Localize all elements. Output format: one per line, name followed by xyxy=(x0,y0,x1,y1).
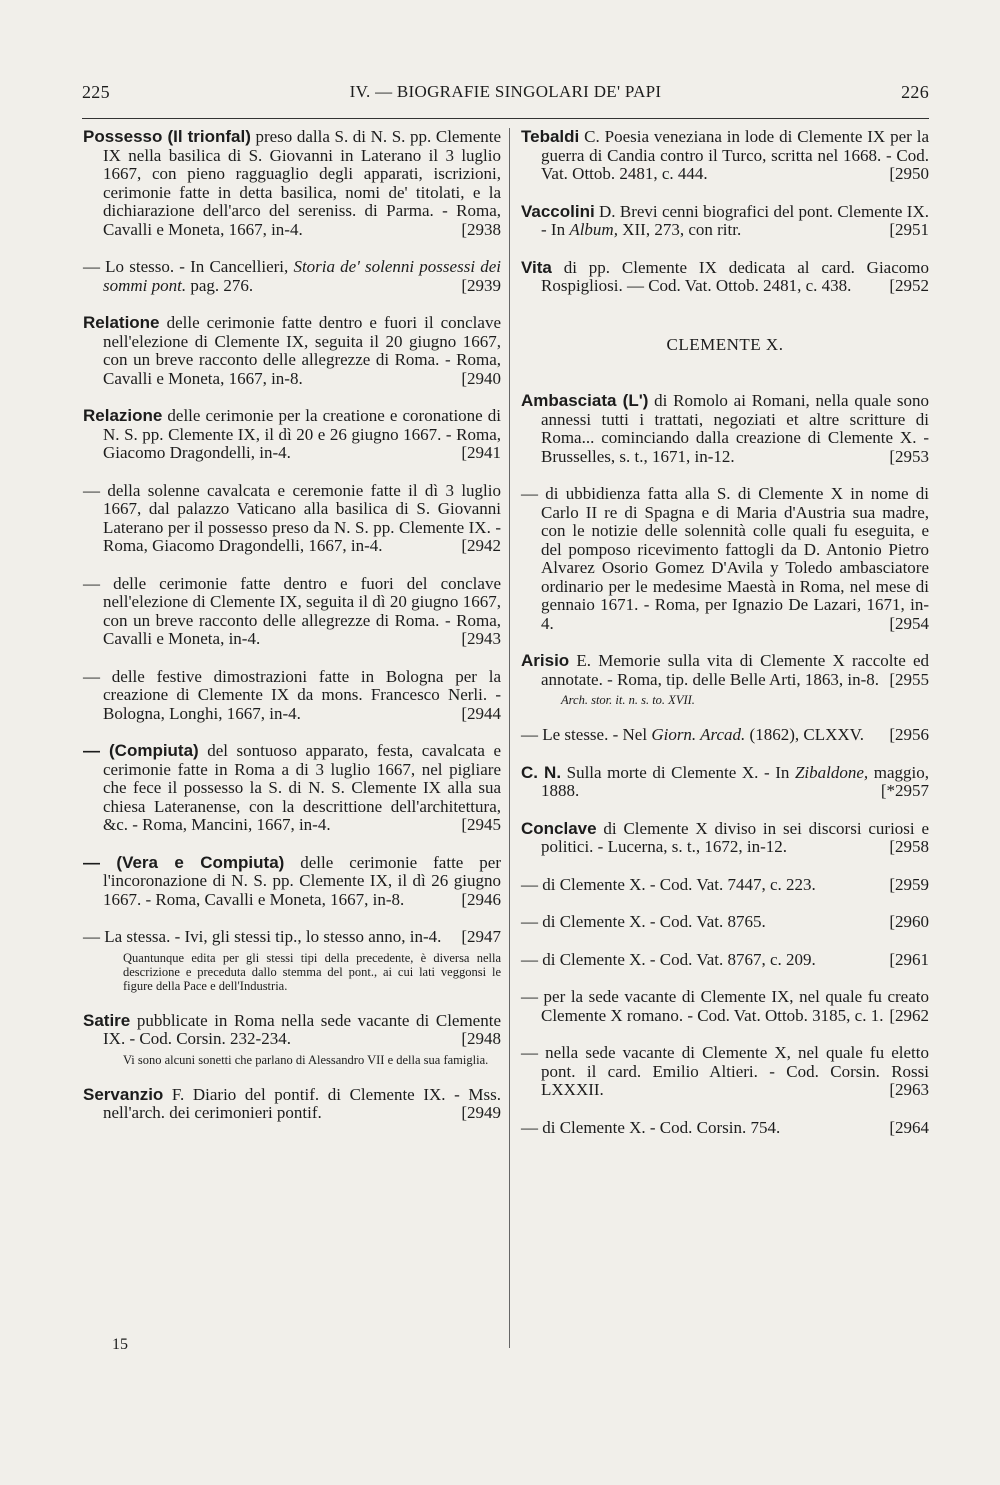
entry-number: [2950 xyxy=(889,164,929,183)
entry-text: E. Memorie sulla vita di Clemente X raccolte ed annotate. - Roma, tip. delle Belle Arti, 1863, in-8. xyxy=(541,651,929,689)
entry-note: Vi sono alcuni sonetti che parlano di Alessandro VII e della sua famiglia. xyxy=(123,1052,489,1067)
entry-text: pubblicate in Roma nella sede vacante di Clemente IX. - Cod. Corsin. 232-234. xyxy=(103,1010,501,1048)
section-title: CLEMENTE X. xyxy=(666,334,784,354)
entry-text-cont: XII, 273, con ritr. xyxy=(617,220,742,239)
entry-text: delle cerimonie fatte dentro e fuori il conclave nell'elezione di Clemente IX, seguita il 20 giugno 1667, con un breve racconto delle allegrezze di Roma. - Roma, Cavalli e Moneta, 1667, in-8. xyxy=(103,313,501,388)
entry-text-cont: (1862), CLXXV. xyxy=(745,725,864,744)
entry-number: [2955 xyxy=(889,669,929,689)
bibliography-entry xyxy=(83,482,501,556)
entry-number: [2940 xyxy=(461,368,501,388)
bibliography-entry xyxy=(83,742,501,835)
entry-heading: Servanzio xyxy=(83,1084,164,1104)
entry-text: — di Clemente X. - Cod. Vat. 8767, c. 209. xyxy=(521,949,816,969)
entry-heading: Possesso (Il trionfal) xyxy=(83,127,251,146)
bibliography-entry xyxy=(521,876,929,895)
page-number-left: 225 xyxy=(82,82,110,102)
signature-mark: 15 xyxy=(112,1336,128,1353)
entry-text: del sontuoso apparato, festa, cavalcata e cerimonie fatte in Roma a di 3 luglio 1667, nel pigliare che fece il possesso la S. di N. S. Clemente IX alla sua chiesa Lateranense, con la descrittione dell'architettura, &c. - Roma, Mancini, 1667, in-4. xyxy=(103,741,501,834)
entry-number: [2960 xyxy=(889,912,929,931)
bibliography-entry xyxy=(83,1012,501,1067)
entry-note: Arch. stor. it. n. s. to. XVII. xyxy=(561,693,695,707)
entry-number: [2949 xyxy=(461,1103,501,1122)
entry-text: di Romolo ai Romani, nella quale sono annessi tutti i trattati, negoziati et altre scritture di Roma... cominciando dalla creazione di Clemente X. - Brusselles, s. t., 1671, in-12. xyxy=(541,391,930,466)
running-title: IV. — BIOGRAFIE SINGOLARI DE' PAPI xyxy=(349,82,662,101)
bibliography-entry xyxy=(521,1044,929,1100)
entry-italic: Storia de' solenni possessi dei sommi pont. xyxy=(103,257,501,295)
entry-heading: Relatione xyxy=(83,313,160,332)
entry-text: — Le stesse. - Nel xyxy=(521,725,652,744)
bibliography-entry xyxy=(83,407,501,463)
entry-heading: Vaccolini xyxy=(521,201,595,221)
entry-heading: Tebaldi xyxy=(521,127,580,146)
entry-italic: Giorn. Arcad. xyxy=(651,725,746,744)
bibliography-entry xyxy=(521,203,929,240)
entry-text: — di Clemente X. - Cod. Vat. 8765. xyxy=(521,912,766,931)
bibliography-entry xyxy=(83,928,501,993)
entry-text-cont: pag. 276. xyxy=(186,275,254,295)
bibliography-entry xyxy=(83,668,501,724)
bibliography-entry xyxy=(521,988,929,1025)
bibliography-entry xyxy=(521,820,929,857)
entry-text: — nella sede vacante di Clemente X, nel quale fu eletto pont. il card. Emilio Altieri. - Cod. Corsin. Rossi LXXXII. xyxy=(521,1043,929,1099)
entry-heading: — (Compiuta) xyxy=(83,741,199,760)
entry-text: C. Poesia veneziana in lode di Clemente IX per la guerra di Candia contro il Turco, scritta nel 1668. - Cod. Vat. Ottob. 2481, c. 444. xyxy=(541,127,929,183)
entry-number: [2954 xyxy=(889,613,929,633)
entry-text: Sulla morte di Clemente X. - In xyxy=(561,762,795,782)
bibliography-entry xyxy=(521,1119,929,1138)
right-column xyxy=(521,128,929,1156)
page-header xyxy=(82,82,929,112)
bibliography-entry xyxy=(521,764,929,801)
entry-heading: Arisio xyxy=(521,651,570,670)
entry-number: [2961 xyxy=(889,949,929,969)
entry-text: — delle festive dimostrazioni fatte in Bologna per la creazione di Clemente IX da mons. Francesco Nerli. - Bologna, Longhi, 1667, in-4. xyxy=(83,666,501,723)
entry-number: [2943 xyxy=(461,629,501,648)
entry-heading: Conclave xyxy=(521,818,597,838)
entry-number: [2958 xyxy=(889,837,929,856)
entry-number: [2938 xyxy=(461,219,501,239)
entry-text: — delle cerimonie fatte dentro e fuori del conclave nell'elezione di Clemente IX, seguita il dì 20 giugno 1667, con un breve racconto delle allegrezze di Roma. - Roma, Cavalli e Moneta, in-4. xyxy=(83,573,501,648)
entry-text: — per la sede vacante di Clemente IX, nel quale fu creato Clemente X romano. - Cod. Vat. Ottob. 3185, c. 1. xyxy=(521,987,929,1025)
page-number-right: 226 xyxy=(901,82,929,102)
entry-text: delle cerimonie per la creatione e coronatione di N. S. pp. Clemente IX, il dì 20 e 26 giugno 1667. - Roma, Giacomo Dragondelli, in-4. xyxy=(103,406,501,462)
entry-note: Quantunque edita per gli stessi tipi della precedente, è diversa nella descrizione e preceduta dallo stemma del pont., ai cui lati veggonsi le figure della Pace e dell'Industria. xyxy=(123,950,501,993)
entry-number: [2959 xyxy=(889,874,929,894)
entry-text: di Clemente X diviso in sei discorsi curiosi e politici. - Lucerna, s. t., 1672, in-12. xyxy=(541,818,929,856)
entry-number: [2945 xyxy=(461,815,501,834)
right-entries-bottom xyxy=(521,392,929,1137)
entry-text: — di Clemente X. - Cod. Corsin. 754. xyxy=(521,1117,781,1137)
entry-italic: Zibaldone, xyxy=(794,762,869,782)
bibliography-entry xyxy=(521,951,929,970)
bibliography-entry xyxy=(521,652,929,707)
bibliography-entry xyxy=(83,314,501,388)
bibliography-entry xyxy=(521,913,929,932)
bibliography-entry xyxy=(521,726,929,745)
entry-heading: — (Vera e Compiuta) xyxy=(83,852,285,872)
entry-heading: Relazione xyxy=(83,406,163,425)
entry-text: — di ubbidienza fatta alla S. di Clemente X in nome di Carlo II re di Spagna e di Maria d'Austria sua madre, con le notizie delle solennità colle quali fu eseguita, e del pomposo ricevimento fattogli da D. Antonio Pietro Alvarez Osorio Gomez D'Avila y Toledo ambasciatore ordinario per le medesime Maestà in Roma, nel mese di gennaio 1671. - Roma, per Ignazio De Lazari, 1671, in-4. xyxy=(521,484,929,633)
entry-number: [2941 xyxy=(461,443,501,462)
entry-number: [2948 xyxy=(461,1029,501,1048)
entry-number: [*2957 xyxy=(880,781,929,800)
entry-number: [2946 xyxy=(461,889,501,909)
bibliography-entry xyxy=(83,258,501,295)
bibliography-entry xyxy=(83,575,501,649)
entry-number: [2952 xyxy=(889,276,929,295)
entry-number: [2942 xyxy=(461,536,501,555)
entry-text: — La stessa. - Ivi, gli stessi tip., lo stesso anno, in-4. xyxy=(83,927,442,946)
entry-number: [2944 xyxy=(461,703,501,723)
entry-heading: Satire xyxy=(83,1010,131,1030)
bibliography-entry xyxy=(521,392,929,466)
entry-text: di pp. Clemente IX dedicata al card. Giacomo Rospigliosi. — Cod. Vat. Ottob. 2481, c. 438. xyxy=(541,257,929,295)
entry-number: [2939 xyxy=(461,275,501,295)
entry-text: preso dalla S. di N. S. pp. Clemente IX nella basilica di S. Giovanni in Laterano il 3 luglio 1667, con pieno ragguaglio degli apparati, iscrizioni, cerimonie fatte in detta basilica, nomi de' titolati, e la dichiarazione dell'arco del sereniss. di Parma. - Roma, Cavalli e Moneta, 1667, in-4. xyxy=(103,127,502,239)
bibliography-entry xyxy=(83,854,501,910)
entry-text-cont: maggio, 1888. xyxy=(541,762,929,800)
entry-number: [2964 xyxy=(889,1117,929,1137)
entry-number: [2963 xyxy=(889,1080,929,1099)
entry-italic: Album, xyxy=(569,220,618,239)
entry-text: F. Diario del pontif. di Clemente IX. - Mss. nell'arch. dei cerimonieri pontif. xyxy=(103,1084,501,1122)
column-divider xyxy=(509,128,510,1348)
entry-text: D. Brevi cenni biografici del pont. Clemente IX. - In xyxy=(541,201,929,239)
entry-text: — Lo stesso. - In Cancellieri, xyxy=(83,257,294,276)
entry-number: [2953 xyxy=(889,446,929,466)
bibliography-entry xyxy=(521,128,929,184)
right-entries-top xyxy=(521,128,929,296)
entry-heading: C. N. xyxy=(521,762,562,782)
bibliography-entry xyxy=(521,485,929,633)
header-rule xyxy=(82,118,929,119)
bibliography-entry xyxy=(83,1086,501,1123)
entry-number: [2962 xyxy=(889,1005,929,1025)
entry-number: [2956 xyxy=(889,725,929,744)
left-column xyxy=(83,128,501,1142)
entry-text: delle cerimonie fatte per l'incoronazione di N. S. pp. Clemente IX, il dì 26 giugno 1667. - Roma, Cavalli e Moneta, 1667, in-8. xyxy=(103,852,501,909)
entry-text: — della solenne cavalcata e ceremonie fatte il dì 3 luglio 1667, dal palazzo Vaticano alla basilica di S. Giovanni Laterano per il possesso preso da N. S. pp. Clemente IX. - Roma, Giacomo Dragondelli, 1667, in-4. xyxy=(83,480,501,555)
entry-number: [2951 xyxy=(889,220,929,239)
entry-heading: Ambasciata (L') xyxy=(521,391,649,410)
bibliography-entry xyxy=(83,128,501,239)
entry-text: — di Clemente X. - Cod. Vat. 7447, c. 223. xyxy=(521,874,816,894)
bibliography-entry xyxy=(521,259,929,296)
entry-number: [2947 xyxy=(461,927,501,946)
entry-heading: Vita xyxy=(521,257,552,277)
